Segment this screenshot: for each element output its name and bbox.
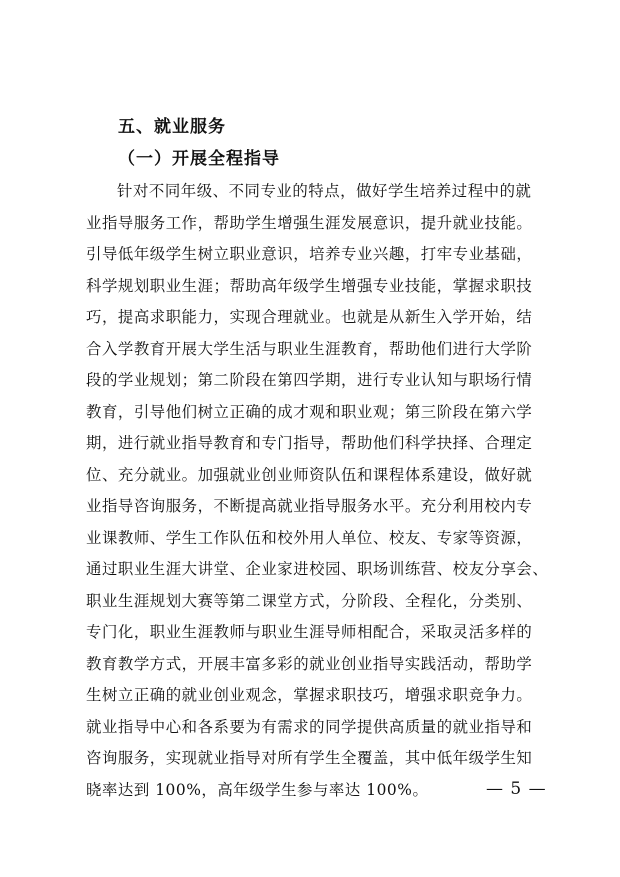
paragraph-line: 专门化，职业生涯教师与职业生涯导师相配合，采取灵活多样的 xyxy=(86,623,533,641)
section-heading: 五、就业服务 xyxy=(118,117,226,137)
paragraph-line: 针对不同年级、不同专业的特点，做好学生培养过程中的就 xyxy=(117,182,532,200)
paragraph-line: 通过职业生涯大讲堂、企业家进校园、职场训练营、校友分享会、 xyxy=(86,560,549,578)
paragraph-line: 巧，提高求职能力，实现合理就业。也就是从新生入学开始，结 xyxy=(86,308,533,326)
paragraph-line: 位、充分就业。加强就业创业师资队伍和课程体系建设，做好就 xyxy=(86,465,533,484)
paragraph-line: 生树立正确的就业创业观念，掌握求职技巧，增强求职竞争力。 xyxy=(86,686,533,704)
paragraph-line: 业课教师、学生工作队伍和校外用人单位、校友、专家等资源， xyxy=(86,528,533,547)
paragraph-line: 就业指导中心和各系要为有需求的同学提供高质量的就业指导和 xyxy=(86,717,533,736)
paragraph-line: 教育教学方式，开展丰富多彩的就业创业指导实践活动，帮助学 xyxy=(86,654,533,673)
page-number: — 5 — xyxy=(486,779,547,799)
body-paragraph xyxy=(86,176,556,806)
paragraph-line: 业指导咨询服务，不断提高就业指导服务水平。充分利用校内专 xyxy=(86,497,533,515)
sub-heading: （一）开展全程指导 xyxy=(118,149,280,169)
paragraph-line: 业指导服务工作，帮助学生增强生涯发展意识，提升就业技能。 xyxy=(86,213,533,232)
paragraph-line: 科学规划职业生涯；帮助高年级学生增强专业技能，掌握求职技 xyxy=(86,276,533,295)
paragraph-line: 晓率达到 100%，高年级学生参与率达 100%。 xyxy=(86,780,429,799)
paragraph-line: 段的学业规划；第二阶段在第四学期，进行专业认知与职场行情 xyxy=(86,371,533,389)
paragraph-line: 引导低年级学生树立职业意识，培养专业兴趣，打牢专业基础， xyxy=(86,245,533,263)
paragraph-line: 教育，引导他们树立正确的成才观和职业观；第三阶段在第六学 xyxy=(86,402,533,421)
paragraph-line: 期，进行就业指导教育和专门指导，帮助他们科学抉择、合理定 xyxy=(86,434,533,452)
paragraph-line: 咨询服务，实现就业指导对所有学生全覆盖，其中低年级学生知 xyxy=(86,749,533,767)
paragraph-line: 职业生涯规划大赛等第二课堂方式，分阶段、全程化，分类别、 xyxy=(86,591,533,610)
paragraph-line: 合入学教育开展大学生活与职业生涯教育，帮助他们进行大学阶 xyxy=(86,339,533,358)
